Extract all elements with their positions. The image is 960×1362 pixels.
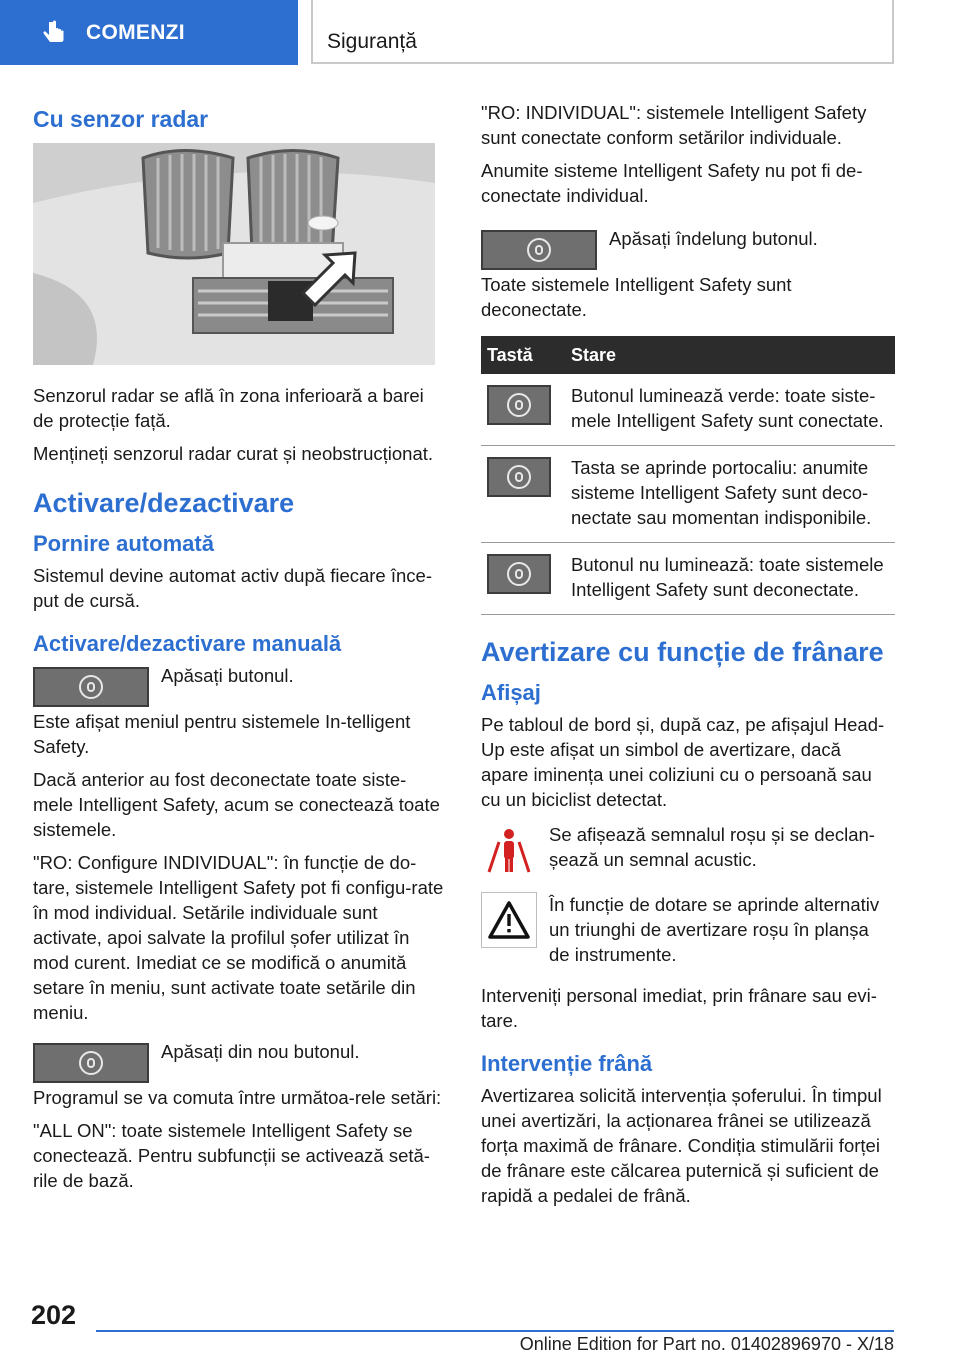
table-cell-state: Butonul luminează verde: toate siste-mele Intelligent Safety sunt conectate.: [565, 374, 895, 446]
table-header-state: Stare: [565, 336, 895, 374]
all-off-text: Toate sistemele Intelligent Safety sunt deconectate.: [481, 274, 792, 320]
brake-intervention-text: Avertizarea solicită intervenția șoferului. În timpul unei avertizări, la acționarea frânei se utilizează forța maximă de frânare. Condiția stimulării forței de frânare este călcarea puternică și suficient de rapidă a pedalei de frână.: [481, 1085, 882, 1206]
auto-start-text: Sistemul devine automat activ după fiecare înce-put de cursă.: [33, 565, 432, 611]
individual-text: "RO: INDIVIDUAL": sistemele Intelligent Safety sunt conectate conform setărilor individuale.: [481, 102, 867, 148]
radar-text-2: Mențineți senzorul radar curat și neobstrucționat.: [33, 443, 434, 464]
press-again-row: [33, 1039, 445, 1083]
long-press-instruction: Apăsați îndelung butonul.: [609, 228, 818, 249]
table-row: [481, 543, 895, 615]
table-cell-state: Tasta se aprinde portocaliu: anumite sisteme Intelligent Safety sunt deco-nectate sau momentan indisponibile.: [565, 446, 895, 543]
safety-button-icon: [527, 238, 551, 262]
triangle-symbol-row: [481, 892, 893, 973]
hand-pointer-icon: [38, 18, 68, 48]
intelligent-safety-button[interactable]: [481, 230, 597, 270]
safety-button-icon: [79, 675, 103, 699]
brake-intervention-heading: Intervenție frână: [481, 1051, 653, 1076]
footer-divider: [96, 1330, 894, 1332]
table-cell-state: Butonul nu luminează: toate sistemele Intelligent Safety sunt deconectate.: [565, 543, 895, 615]
brake-warning-heading: Avertizare cu funcție de frânare: [481, 637, 884, 667]
table-row: [481, 446, 895, 543]
intervene-text: Interveniți personal imediat, prin frânare sau evi-tare.: [481, 985, 877, 1031]
press-button-row: [33, 663, 445, 707]
red-signal-text: Se afișează semnalul roșu și se declan-șează un semnal acustic.: [549, 824, 875, 870]
left-column: [33, 100, 445, 1201]
manual-heading: Activare/dezactivare manuală: [33, 631, 342, 656]
menu-shown-text: Este afișat meniul pentru sistemele In-telligent Safety.: [33, 711, 411, 757]
safety-button-icon: [79, 1051, 103, 1075]
some-systems-text: Anumite sisteme Intelligent Safety nu pot fi de-conectate individual.: [481, 160, 863, 206]
long-press-row: [481, 226, 893, 270]
auto-start-heading: Pornire automată: [33, 531, 214, 556]
intelligent-safety-button[interactable]: [33, 667, 149, 707]
warning-triangle-icon: [481, 892, 537, 948]
button-orange-icon: [487, 457, 551, 497]
car-front-radar-illustration: [33, 143, 435, 365]
press-instruction: Apăsați butonul.: [161, 665, 294, 686]
page-number: 202: [31, 1300, 77, 1330]
pedestrian-warning-icon: [481, 822, 537, 878]
button-green-icon: [487, 385, 551, 425]
edition-text: Online Edition for Part no. 01402896970 - X/18: [519, 1334, 894, 1354]
display-text: Pe tabloul de bord și, după caz, pe afișajul Head-Up este afișat un simbol de avertizare, dacă apare iminența unei coliziuni cu o persoană sau cu un biciclist detectat.: [481, 714, 885, 810]
table-header-key: Tastă: [481, 336, 565, 374]
intelligent-safety-button[interactable]: [33, 1043, 149, 1083]
previous-state-text: Dacă anterior au fost deconectate toate siste-mele Intelligent Safety, acum se conectează toate sistemele.: [33, 769, 440, 840]
chapter-tab-label: COMENZI: [86, 20, 185, 44]
table-row: [481, 374, 895, 446]
right-column: [481, 100, 893, 1216]
pedestrian-symbol-row: [481, 822, 893, 878]
section-title: Siguranță: [311, 0, 894, 64]
triangle-text: În funcție de dotare se aprinde alternativ un triunghi de avertizare roșu în planșa de instrumente.: [549, 894, 880, 965]
display-heading: Afișaj: [481, 680, 541, 705]
radar-text-1: Senzorul radar se află în zona inferioară a barei de protecție față.: [33, 385, 424, 431]
chapter-tab[interactable]: [0, 0, 298, 65]
configure-individual-text: "RO: Configure INDIVIDUAL": în funcție de do-tare, sistemele Intelligent Safety pot fi configu-rate în mod individual. Setările individuale sunt activate, apoi salvate la profilul șofer utilizat în mod curent. Imediat ce se modifică o anumită setare în meniu, sunt activate toate setările din meniu.: [33, 852, 444, 1023]
radar-heading: Cu senzor radar: [33, 106, 209, 132]
button-off-icon: [487, 554, 551, 594]
press-again-instruction: Apăsați din nou butonul.: [161, 1041, 360, 1062]
all-on-text: "ALL ON": toate sistemele Intelligent Safety se conectează. Pentru subfuncții se activează setă-rile de bază.: [33, 1120, 430, 1191]
toggle-settings-text: Programul se va comuta între următoa-rele setări:: [33, 1087, 442, 1108]
button-state-table: [481, 336, 895, 615]
activation-heading: Activare/dezactivare: [33, 488, 295, 518]
